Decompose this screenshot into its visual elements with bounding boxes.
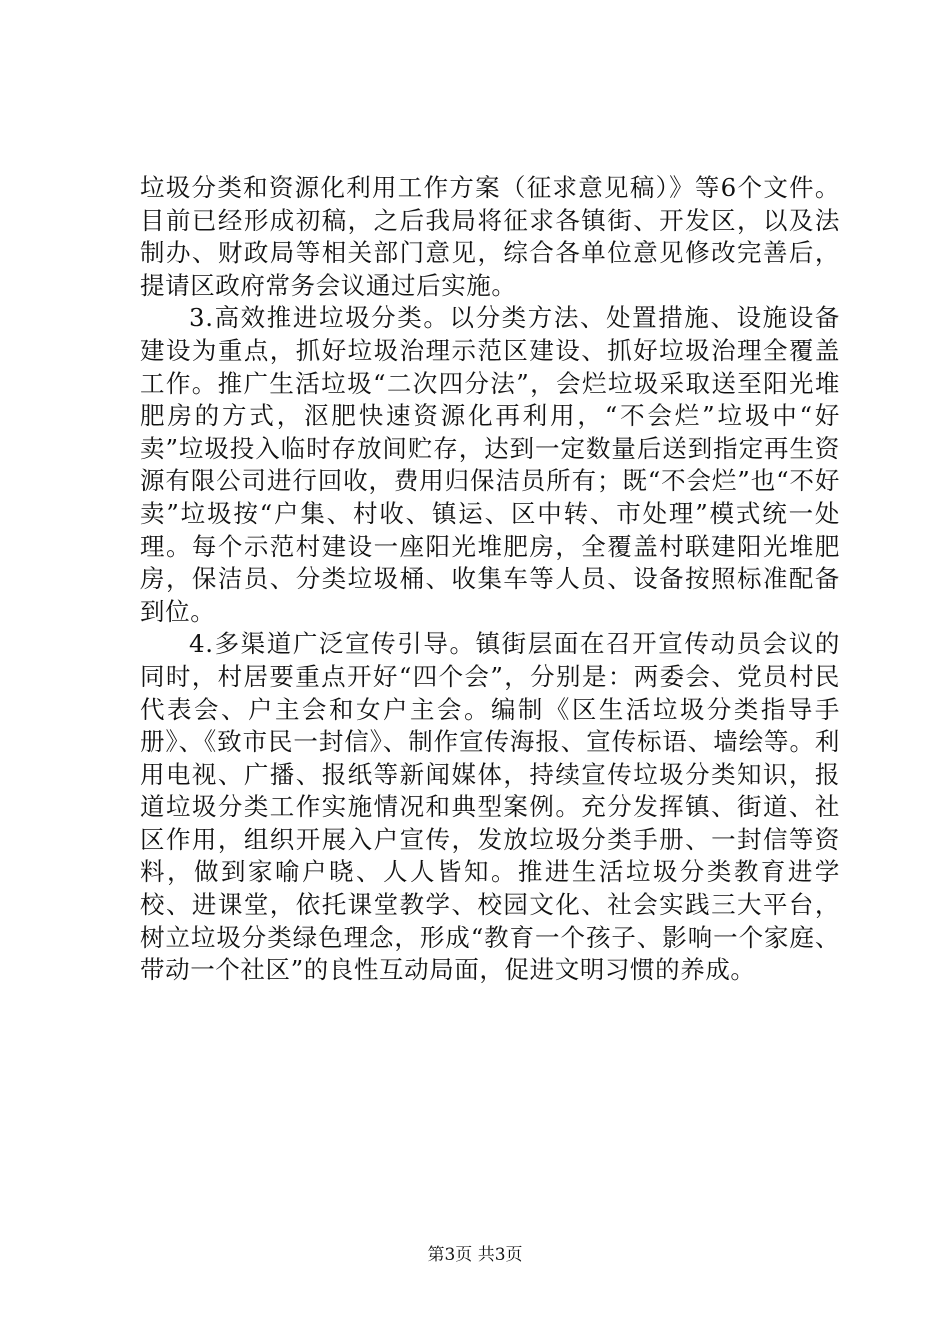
paragraph-item-4: 4.多渠道广泛宣传引导。镇街层面在召开宣传动员会议的同时，村居要重点开好“四个会”，分别是：两委会、党员村民代表会、户主会和女户主会。编制《区生活垃圾分类指导手册》、《致市民一封信》、制作宣传海报、宣传标语、墙绘等。利用电视、广播、报纸等新闻媒体，持续宣传垃圾分类知识，报道垃圾分类工作实施情况和典型案例。充分发挥镇、街道、社区作用，组织开展入户宣传，发放垃圾分类手册、一封信等资料，做到家喻户晓、人人皆知。推进生活垃圾分类教育进学校、进课堂，依托课堂教学、校园文化、社会实践三大平台，树立垃圾分类绿色理念，形成“教育一个孩子、影响一个家庭、带动一个社区”的良性互动局面，促进文明习惯的养成。 [140, 629, 840, 985]
page-number-label: 第3页 共3页 [427, 1245, 523, 1265]
paragraph-item-3: 3.高效推进垃圾分类。以分类方法、处置措施、设施设备建设为重点，抓好垃圾治理示范区建设、抓好垃圾治理全覆盖工作。推广生活垃圾“二次四分法”，会烂垃圾采取送至阳光堆肥房的方式，沤肥快速资源化再利用，“不会烂”垃圾中“好卖”垃圾投入临时存放间贮存，达到一定数量后送到指定再生资源有限公司进行回收，费用归保洁员所有；既“不会烂”也“不好卖”垃圾按“户集、村收、镇运、区中转、市处理”模式统一处理。每个示范村建设一座阳光堆肥房，全覆盖村联建阳光堆肥房，保洁员、分类垃圾桶、收集车等人员、设备按照标准配备到位。 [140, 303, 840, 626]
paragraph-continuation: 垃圾分类和资源化利用工作方案（征求意见稿）》等6个文件。目前已经形成初稿，之后我局将征求各镇街、开发区，以及法制办、财政局等相关部门意见，综合各单位意见修改完善后，提请区政府常务会议通过后实施。 [140, 173, 840, 300]
page-footer [0, 1244, 950, 1266]
document-body [140, 172, 840, 987]
